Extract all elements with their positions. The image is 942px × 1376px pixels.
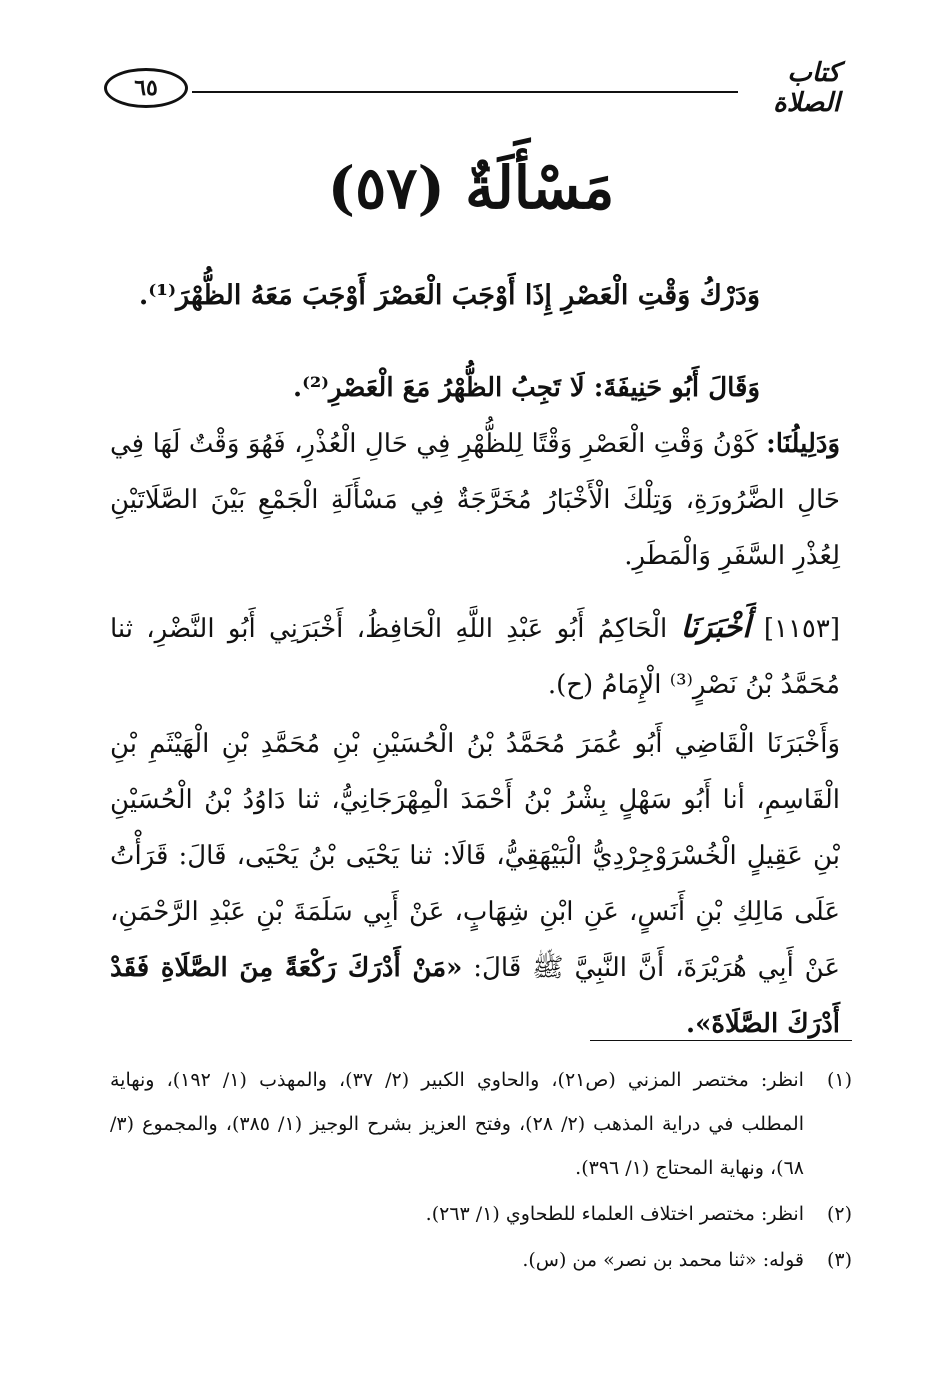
page-number-oval: [104, 68, 188, 108]
hadith-2-chain: وَأَخْبَرَنَا الْقَاضِي أَبُو عُمَرَ مُحَمَّدُ بْنُ الْحُسَيْنِ بْنِ مُحَمَّدِ بْنِ الْهَيْثَمِ بْنِ الْقَاسِمِ، أنا أَبُو سَهْلٍ بِشْرُ بْنُ أَحْمَدَ الْمِهْرَجَانِيُّ، ثنا دَاوُدُ بْنُ الْحُسَيْنِ بْنِ عَقِيلٍ الْخُسْرَوْجِرْدِيُّ الْبَيْهَقِيُّ، قَالَا: ثنا يَحْيَى بْنُ يَحْيَى، قَالَ: قَرَأْتُ عَلَى مَالِكِ بْنِ أَنَسٍ، عَنِ ابْنِ شِهَابٍ، عَنْ أَبِي سَلَمَةَ بْنِ عَبْدِ الرَّحْمَنِ، عَنْ أَبِي هُرَيْرَةَ، أَنَّ النَّبِيَّ ﷺ قَالَ:: [110, 729, 840, 983]
evidence-label: وَدَلِيلُنَا:: [766, 429, 841, 459]
footnote-2: [110, 1192, 852, 1236]
footnote-text: انظر: مختصر المزني (ص٢١)، والحاوي الكبير (٢/ ٣٧)، والمهذب (١/ ١٩٢)، ونهاية المطلب في دراية المذهب (٢/ ٢٨)، وفتح العزيز بشرح الوجيز (١/ ٣٨٥)، والمجموع (٣/ ٦٨)، ونهاية المحتاج (١/ ٣٩٦).: [110, 1069, 804, 1179]
footnote-3: [110, 1238, 852, 1282]
akhbarana-word: أَخْبَرَنَا: [680, 610, 751, 645]
abu-hanifa-opinion: وَقَالَ أَبُو حَنِيفَةَ: لَا تَجِبُ الظُّهْرُ مَعَ الْعَصْرِ⁽²⁾.: [293, 373, 760, 403]
hadith-1153: [110, 600, 840, 713]
hadith-quote: «مَنْ أَدْرَكَ رَكْعَةً مِنَ الصَّلَاةِ فَقَدْ أَدْرَكَ الصَّلَاةَ».: [110, 953, 840, 1039]
hadith-number: [١١٥٣]: [763, 614, 840, 644]
running-title: كتاب الصلاة: [773, 58, 840, 118]
footnote-number: (٢): [826, 1203, 852, 1225]
footnote-number: (٣): [826, 1249, 852, 1271]
hadith-1-chain: الْحَاكِمُ أَبُو عَبْدِ اللَّهِ الْحَافِظُ، أَخْبَرَنِي أَبُو النَّضْرِ، ثنا مُحَمَّدُ بْنُ نَصْرٍ⁽³⁾ الْإِمَامُ (ح).: [110, 614, 840, 700]
footnotes: [110, 1058, 852, 1284]
footnote-number: (١): [826, 1069, 852, 1091]
footnote-text: انظر: مختصر اختلاف العلماء للطحاوي (١/ ٢٦٣).: [425, 1203, 804, 1225]
evidence-text: كَوْنُ وَقْتِ الْعَصْرِ وَقْتًا لِلظُّهْرِ فِي حَالِ الْعُذْرِ، فَهُوَ وَقْتٌ لَهَا فِي حَالِ الضَّرُورَةِ، وَتِلْكَ الْأَخْبَارُ مُخَرَّجَةٌ فِي مَسْأَلَةِ الْجَمْعِ بَيْنَ الصَّلَاتَيْنِ لِعُذْرِ السَّفَرِ وَالْمَطَرِ.: [110, 429, 840, 571]
footnote-text: قوله: «ثنا محمد بن نصر» من (س).: [522, 1249, 804, 1271]
page-header: [100, 50, 840, 130]
hadith-chain-2: [110, 716, 840, 1052]
evidence-paragraph: [110, 416, 840, 584]
page-number: ٦٥: [134, 75, 158, 101]
header-rule: [192, 91, 738, 93]
footnote-1: [110, 1058, 852, 1190]
rule-statement: وَدَرْكُ وَقْتِ الْعَصْرِ إِذَا أَوْجَبَ الْعَصْرَ أَوْجَبَ مَعَهُ الظُّهْرَ⁽¹⁾.: [138, 280, 760, 311]
footnote-separator: [590, 1040, 852, 1041]
issue-heading: مَسْأَلَةٌ (٥٧): [327, 154, 615, 222]
